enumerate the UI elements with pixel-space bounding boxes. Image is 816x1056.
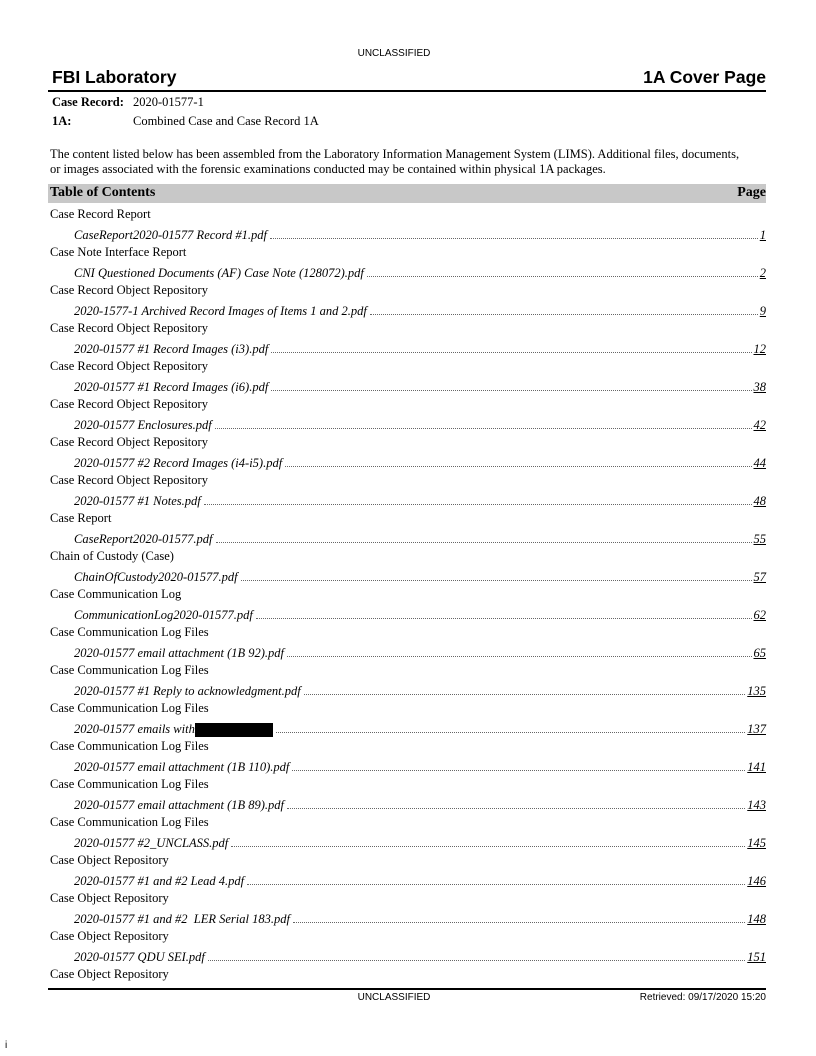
toc-file-link[interactable]: [50, 338, 766, 357]
toc-entry: [50, 889, 766, 927]
leader-dots: [256, 618, 752, 619]
leader-dots: [293, 922, 745, 923]
toc-page-number: 143: [747, 798, 766, 812]
toc-title: Table of Contents: [50, 185, 156, 200]
toc-category: Case Communication Log Files: [50, 815, 209, 829]
toc-category: Case Communication Log Files: [50, 739, 209, 753]
toc-entry: [50, 623, 766, 661]
toc-file-name: CaseReport2020-01577 Record #1.pdf: [74, 228, 267, 242]
toc-page-number: 55: [753, 532, 766, 546]
intro-paragraph: The content listed below has been assembled from the Laboratory Information Management System (LIMS). Additional files, documents, or images associated with the forensic examinations conducted may be contained within physical 1A packages.: [50, 147, 740, 176]
leader-dots: [271, 390, 751, 391]
toc-file-name: CaseReport2020-01577.pdf: [74, 532, 213, 546]
toc-page-number: 57: [753, 570, 766, 584]
leader-dots: [216, 542, 752, 543]
one-a-row: [52, 114, 319, 129]
toc-entry: [50, 395, 766, 433]
toc-file-name: 2020-1577-1 Archived Record Images of Items 1 and 2.pdf: [74, 304, 367, 318]
toc-file-name: 2020-01577 emails with: [74, 722, 195, 736]
toc-page-number: 137: [747, 722, 766, 736]
toc-page-number: 62: [753, 608, 766, 622]
leader-dots: [231, 846, 745, 847]
toc-file-link[interactable]: [50, 718, 766, 737]
toc-entry: [50, 205, 766, 243]
toc-entry: [50, 813, 766, 851]
toc-entry: [50, 699, 766, 737]
toc-file-name: ChainOfCustody2020-01577.pdf: [74, 570, 238, 584]
toc-file-link[interactable]: [50, 376, 766, 395]
toc-category: Case Record Object Repository: [50, 397, 208, 411]
redaction-box: [195, 723, 273, 737]
leader-dots: [270, 238, 758, 239]
toc-entry: [50, 471, 766, 509]
toc-entry: [50, 737, 766, 775]
toc-category: Case Communication Log: [50, 587, 182, 601]
toc-file-link[interactable]: [50, 566, 766, 585]
toc-page-number: 146: [747, 874, 766, 888]
toc-category: Case Record Object Repository: [50, 435, 208, 449]
leader-dots: [241, 580, 752, 581]
toc-entry: [50, 319, 766, 357]
leader-dots: [285, 466, 751, 467]
toc-header: [48, 184, 766, 203]
table-of-contents: [50, 205, 766, 984]
toc-file-link[interactable]: [50, 414, 766, 433]
toc-category: Case Object Repository: [50, 891, 169, 905]
leader-dots: [367, 276, 758, 277]
toc-file-name: 2020-01577 email attachment (1B 110).pdf: [74, 760, 290, 774]
toc-file-link[interactable]: [50, 680, 766, 699]
toc-page-number: 148: [747, 912, 766, 926]
toc-file-link[interactable]: [50, 794, 766, 813]
toc-entry: [50, 927, 766, 965]
toc-page-number: 44: [753, 456, 766, 470]
toc-page-number: 2: [759, 266, 766, 280]
toc-entry: [50, 661, 766, 699]
toc-entry: [50, 243, 766, 281]
toc-file-link[interactable]: [50, 452, 766, 471]
toc-category: Case Object Repository: [50, 853, 169, 867]
toc-file-name: 2020-01577 #1 Record Images (i3).pdf: [74, 342, 269, 356]
toc-category: Chain of Custody (Case): [50, 549, 174, 563]
toc-entry: [50, 547, 766, 585]
toc-file-name: CommunicationLog2020-01577.pdf: [74, 608, 253, 622]
toc-page-number: 145: [747, 836, 766, 850]
toc-file-link[interactable]: [50, 642, 766, 661]
leader-dots: [247, 884, 745, 885]
toc-file-name: 2020-01577 #1 Notes.pdf: [74, 494, 201, 508]
leader-dots: [287, 656, 751, 657]
toc-category-trailing: Case Object Repository: [50, 967, 169, 981]
cover-page-title: 1A Cover Page: [643, 67, 766, 87]
toc-file-name: 2020-01577 #2 Record Images (i4-i5).pdf: [74, 456, 283, 470]
toc-entry: [50, 433, 766, 471]
classification-banner-bottom: UNCLASSIFIED: [357, 992, 431, 1003]
toc-category: Case Record Report: [50, 207, 151, 221]
toc-file-link[interactable]: [50, 756, 766, 775]
corner-mark: i: [5, 1040, 8, 1051]
toc-file-name: 2020-01577 QDU SEI.pdf: [74, 950, 205, 964]
toc-file-name: 2020-01577 #1 Reply to acknowledgment.pdf: [74, 684, 301, 698]
leader-dots: [271, 352, 751, 353]
toc-category: Case Object Repository: [50, 929, 169, 943]
toc-file-name: 2020-01577 Enclosures.pdf: [74, 418, 212, 432]
toc-page-number: 151: [747, 950, 766, 964]
page-header: [48, 66, 766, 92]
toc-page-number: 38: [753, 380, 766, 394]
toc-file-link[interactable]: [50, 908, 766, 927]
toc-page-label: Page: [737, 185, 766, 200]
toc-file-link[interactable]: [50, 300, 766, 319]
one-a-value: Combined Case and Case Record 1A: [133, 114, 319, 128]
toc-category: Case Communication Log Files: [50, 701, 209, 715]
toc-file-name: 2020-01577 email attachment (1B 92).pdf: [74, 646, 285, 660]
case-record-row: [52, 95, 204, 110]
toc-category: Case Record Object Repository: [50, 359, 208, 373]
toc-file-name: 2020-01577 #1 and #2 Lead 4.pdf: [74, 874, 245, 888]
leader-dots: [287, 808, 745, 809]
toc-page-number: 135: [747, 684, 766, 698]
case-record-label: Case Record:: [52, 95, 124, 109]
toc-page-number: 12: [753, 342, 766, 356]
toc-category: Case Report: [50, 511, 112, 525]
leader-dots: [370, 314, 758, 315]
toc-file-name: 2020-01577 #1 Record Images (i6).pdf: [74, 380, 269, 394]
toc-file-link[interactable]: [50, 528, 766, 547]
toc-file-name: CNI Questioned Documents (AF) Case Note (128072).pdf: [74, 266, 364, 280]
toc-file-link[interactable]: [50, 832, 766, 851]
toc-entry: [50, 357, 766, 395]
toc-category: Case Communication Log Files: [50, 777, 209, 791]
toc-category: Case Record Object Repository: [50, 473, 208, 487]
toc-category: Case Record Object Repository: [50, 283, 208, 297]
toc-page-number: 42: [753, 418, 766, 432]
leader-dots: [292, 770, 745, 771]
toc-entry: [50, 851, 766, 889]
toc-category: Case Communication Log Files: [50, 663, 209, 677]
toc-entry: [50, 585, 766, 623]
toc-page-number: 1: [759, 228, 766, 242]
case-record-value: 2020-01577-1: [133, 95, 204, 109]
toc-file-link[interactable]: [50, 224, 766, 243]
toc-page-number: 48: [753, 494, 766, 508]
toc-file-link[interactable]: [50, 262, 766, 281]
toc-file-name: 2020-01577 #2_UNCLASS.pdf: [74, 836, 229, 850]
toc-entry: [50, 281, 766, 319]
toc-category: Case Note Interface Report: [50, 245, 187, 259]
toc-page-number: 65: [753, 646, 766, 660]
toc-entry: [50, 775, 766, 813]
footer-divider: [48, 988, 766, 990]
toc-category: Case Record Object Repository: [50, 321, 208, 335]
retrieved-timestamp: Retrieved: 09/17/2020 15:20: [639, 992, 766, 1003]
toc-file-link[interactable]: [50, 490, 766, 509]
lab-title: FBI Laboratory: [52, 67, 177, 87]
leader-dots: [304, 694, 746, 695]
toc-file-link[interactable]: [50, 870, 766, 889]
toc-file-link[interactable]: [50, 946, 766, 965]
leader-dots: [276, 732, 745, 733]
toc-file-name: 2020-01577 #1 and #2 LER Serial 183.pdf: [74, 912, 290, 926]
leader-dots: [215, 428, 752, 429]
leader-dots: [204, 504, 752, 505]
toc-entry: [50, 509, 766, 547]
leader-dots: [208, 960, 745, 961]
toc-page-number: 9: [759, 304, 766, 318]
toc-file-link[interactable]: [50, 604, 766, 623]
one-a-label: 1A:: [52, 114, 72, 128]
toc-file-name: 2020-01577 email attachment (1B 89).pdf: [74, 798, 285, 812]
toc-page-number: 141: [747, 760, 766, 774]
toc-category: Case Communication Log Files: [50, 625, 209, 639]
classification-banner-top: UNCLASSIFIED: [357, 48, 431, 59]
